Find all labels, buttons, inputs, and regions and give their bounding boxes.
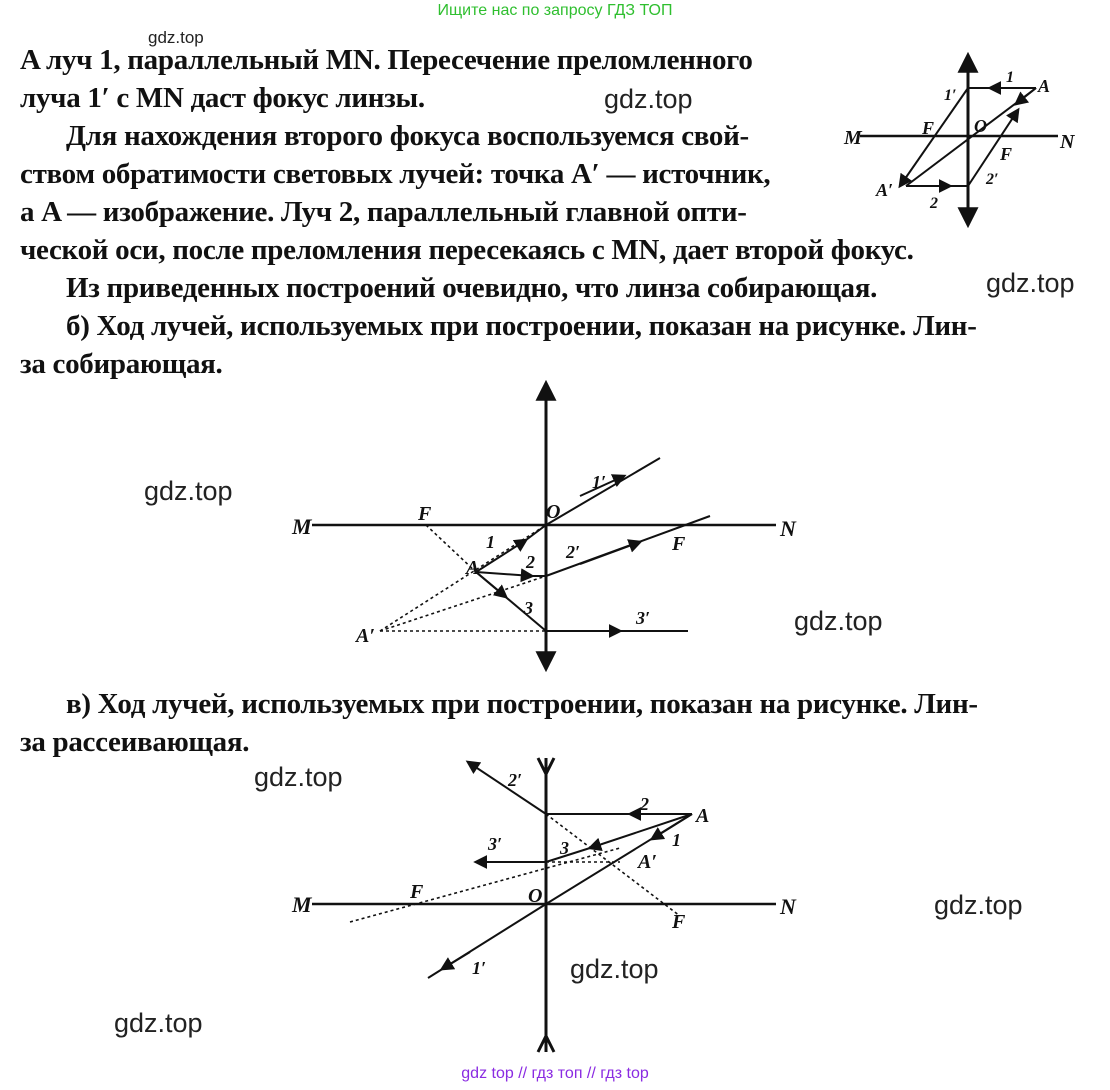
label-ray-1-prime: 1′ [944, 87, 957, 104]
text-line: за собирающая. [20, 348, 223, 380]
figure-c-lens-diagram [280, 752, 820, 1062]
ray-1 [476, 540, 526, 572]
watermark: gdz.top [934, 890, 1023, 920]
dashed-ray [380, 576, 546, 631]
watermark: gdz.top [148, 28, 204, 47]
label-A: A [1038, 76, 1051, 96]
text-line: Из приведенных построений очевидно, что линза собирающая. [66, 272, 878, 304]
dashed-ray [380, 525, 546, 631]
label-F: F [922, 118, 935, 138]
label-ray-3: 3 [524, 598, 533, 618]
text-line: A луч 1, параллельный MN. Пересечение преломленного [20, 44, 753, 76]
label-M: M [844, 127, 862, 149]
label-ray-2: 2 [526, 552, 535, 572]
label-A: A [466, 557, 480, 579]
ray-2-refracted [468, 762, 546, 814]
label-O: O [546, 501, 561, 523]
text-line: луча 1′ с MN даст фокус линзы. [20, 82, 425, 114]
label-ray-3-prime: 3′ [488, 834, 503, 854]
label-ray-1-prime: 1′ [592, 472, 607, 492]
footer-links[interactable]: gdz top // гдз топ // гдз top [461, 1065, 649, 1082]
label-M: M [292, 892, 312, 917]
watermark: gdz.top [570, 954, 659, 984]
figure-b-lens-diagram [280, 378, 820, 678]
label-ray-3-prime: 3′ [636, 608, 651, 628]
label-ray-1: 1 [1006, 69, 1014, 86]
watermark: gdz.top [604, 84, 693, 114]
label-N: N [1060, 131, 1075, 153]
dashed-ray [350, 848, 620, 922]
top-banner[interactable]: Ищите нас по запросу ГДЗ ТОП [437, 2, 673, 19]
label-ray-1-prime: 1′ [472, 958, 487, 978]
label-O: O [974, 116, 987, 136]
label-A-prime: A′ [876, 180, 894, 200]
label-A-prime: A′ [638, 851, 657, 873]
label-ray-2-prime: 2′ [566, 542, 581, 562]
text-line: б) Ход лучей, используемых при построении, показан на рисунке. Лин- [66, 310, 977, 342]
text-line: а A — изображение. Луч 2, параллельный главной опти- [20, 196, 747, 228]
watermark: gdz.top [794, 606, 883, 636]
label-A: A [696, 805, 710, 827]
label-ray-1: 1 [486, 532, 495, 552]
text-line: Для нахождения второго фокуса воспользуемся свой- [66, 120, 749, 152]
watermark: gdz.top [114, 1008, 203, 1038]
label-ray-2-prime: 2′ [508, 770, 523, 790]
ray-2 [476, 572, 532, 576]
label-ray-2: 2 [640, 794, 649, 814]
watermark: gdz.top [254, 762, 343, 792]
text-line: за рассеивающая. [20, 726, 250, 758]
label-F: F [418, 503, 432, 525]
label-M: M [292, 514, 312, 539]
label-ray-2-prime: 2′ [986, 171, 999, 188]
dashed-ray [546, 814, 680, 916]
label-ray-2: 2 [930, 195, 938, 212]
label-F: F [672, 911, 686, 933]
figure-a-lens-diagram [840, 48, 1080, 238]
label-N: N [780, 516, 796, 541]
text-line: ством обратимости световых лучей: точка A′ — источник, [20, 158, 771, 190]
label-F: F [410, 881, 424, 903]
label-F: F [1000, 144, 1013, 164]
label-F: F [672, 533, 686, 555]
watermark: gdz.top [986, 268, 1075, 298]
text-line: в) Ход лучей, используемых при построении, показан на рисунке. Лин- [66, 688, 978, 720]
label-ray-3: 3 [560, 838, 569, 858]
label-ray-1: 1 [672, 830, 681, 850]
text-line: ческой оси, после преломления пересекаясь с MN, дает второй фокус. [20, 234, 914, 266]
label-O: O [528, 885, 543, 907]
label-A-prime: A′ [356, 625, 375, 647]
watermark: gdz.top [144, 476, 233, 506]
label-N: N [780, 894, 796, 919]
